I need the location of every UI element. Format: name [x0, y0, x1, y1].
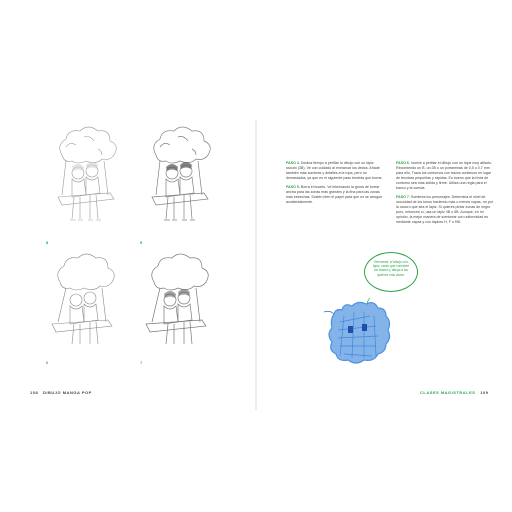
step-5: PASO 5. Borra el boceto. Ve intensando la goma de borrar ancha para las zonas más grandes y la fina para las zonas más estrechas. Sostén bien el papel para que no se arrugue accidentalmente.: [286, 185, 383, 204]
sketch-panel-8: [44, 125, 124, 233]
sketch-illustration: [138, 125, 218, 233]
step-7: PASO 7. Sombrea los personajes. Determina el nivel de oscuridad de los tonos haciendo más o menos capas, no por la oscuro que sea el lápiz. Si quieres pintar zonas de negro puro, entonces sí, usa un lápiz 4B o 5B. Aunque, en mi opinión, la mejor manera de sombrear con uniformidad es mediante capas y con lápices H, F o HB.: [396, 195, 493, 224]
speech-bubble: Recuerda: el dibujo con lápiz, verás que convierte los brazos y dibuja a las quienes más duras.: [364, 252, 418, 292]
panel-number: 7: [140, 360, 143, 365]
doodle-illustration: [320, 292, 400, 374]
footer-left: [30, 390, 92, 395]
sketch-illustration: [44, 125, 124, 233]
page-gutter: [255, 120, 257, 410]
page-number-left: 108: [30, 390, 39, 395]
sketch-panel-9: [138, 125, 218, 233]
sketch-panel-7: [138, 250, 218, 358]
text-column-right: [396, 161, 494, 229]
text-column-left: [286, 161, 384, 209]
step-4: PASO 4. Dedica tiempo a perfilar tu dibujo con un lápiz oscuro (3B). Ve con cuidado al enmarcar los dedos. Añade también más sombras y detalles a la ropa, pero no demasiados, ya que en el siguiente paso tendrás que borrar.: [286, 161, 383, 180]
step-6: PASO 6. Vuelve a perfilar el dibujo con un lápiz muy afilado. Recomiendo un B, un 2B o un portaminas de 0,5 o 0,7 mm para ello. Traza los contornos con trazos continuos en lugar de tecnicas pequeñas y rápidas. Es bueno que la línea de contorno sea más sólida y firme. Utiliza una regla para el banco y la cuerda.: [396, 161, 492, 190]
book-title: DIBUJO MANGA POP: [43, 390, 92, 395]
sketch-illustration: [138, 250, 218, 358]
sketch-illustration: [44, 250, 124, 358]
page-number-right: 109: [480, 390, 489, 395]
section-title: CLASES MAGISTRALES: [420, 390, 476, 395]
panel-number: 6: [46, 360, 49, 365]
blue-doodle-character: [320, 292, 400, 374]
sketch-panel-6: [44, 250, 124, 358]
panel-number: 9: [140, 240, 143, 245]
panel-number: 8: [46, 240, 49, 245]
footer-right: [420, 390, 488, 395]
